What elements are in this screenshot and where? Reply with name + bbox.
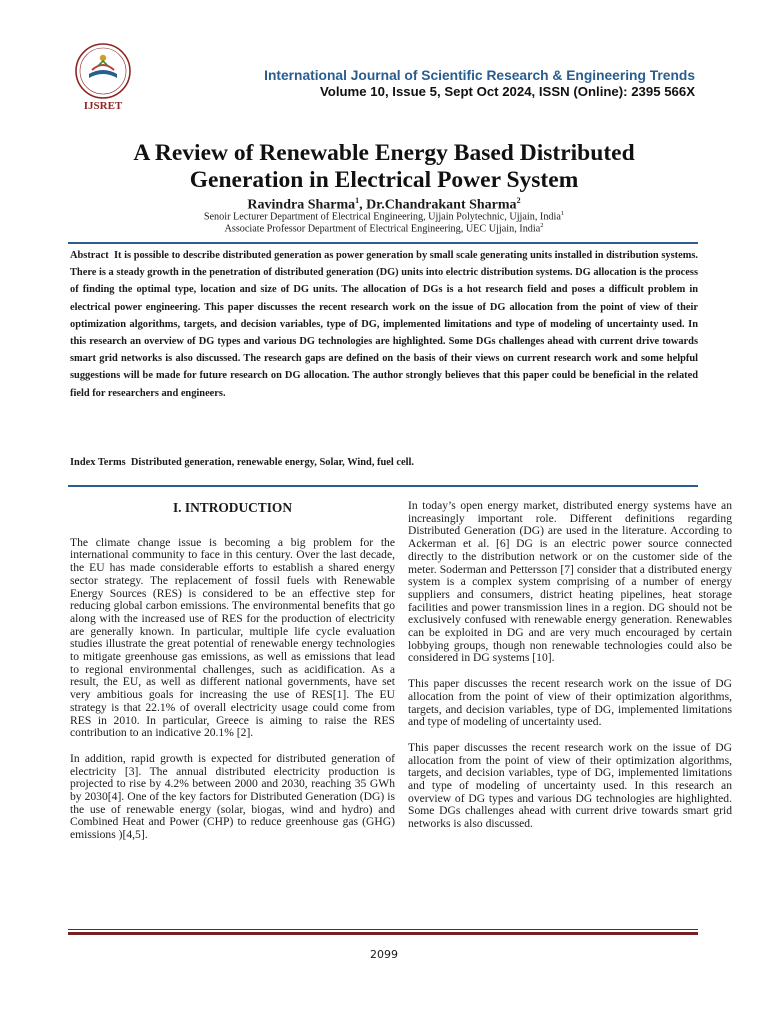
author-sup: 1 <box>355 196 360 205</box>
affiliation-sup: 2 <box>540 222 544 229</box>
section-heading: I. INTRODUCTION <box>172 500 293 515</box>
body-paragraph: This paper discusses the recent research work on the issue of DG allocation from the point of view of their optimization algorithms, targets, and decision variables, type of DG, implemented limitations and type of modeling of uncertainty used. In this research an overview of DG types and various DG technologies are highlighted. Some DGs challenges ahead with current drive towards smart grid networks is also discussed. <box>408 740 732 831</box>
divider <box>68 485 698 487</box>
abstract-label: Abstract <box>70 250 109 261</box>
footer-rule-thin <box>68 929 698 930</box>
paper-title <box>60 140 708 194</box>
index-terms-label: Index Terms <box>70 457 126 468</box>
left-column <box>70 498 395 855</box>
journal-header <box>0 0 768 120</box>
journal-logo <box>70 40 136 112</box>
right-column <box>408 500 732 844</box>
author-sup: 2 <box>516 196 521 205</box>
journal-volume: Volume 10, Issue 5, Sept Oct 2024, ISSN (Online): 2395 566X <box>319 84 695 99</box>
paper-title-line-2: Generation in Electrical Power System <box>189 167 579 193</box>
journal-name: International Journal of Scientific Research & Engineering Trends <box>264 68 695 83</box>
body-paragraph: This paper discusses the recent research work on the issue of DG allocation from the point of view of their optimization algorithms, targets, and decision variables, type of DG, implemented limitations and type of modeling of uncertainty used. <box>408 677 732 729</box>
logo-text: IJSRET <box>83 100 123 112</box>
affiliation-text: Associate Professor Department of Electrical Engineering, UEC Ujjain, India <box>224 223 541 235</box>
abstract <box>70 247 698 402</box>
footer-rule <box>68 929 698 935</box>
affiliation-2 <box>60 220 708 235</box>
abstract-text: It is possible to describe distributed generation as power generation by small scale generating units installed in distribution systems. There is a steady growth in the penetration of distributed generation (DG) units into electric distribution systems. DG allocation is the process of finding the optimal type, location and size of DG units. The allocation of DGs is a hot research field and poses a difficult problem in electrical power engineering. This paper discusses the recent research work on the issue of DG allocation from the point of view of their optimization algorithms, targets, and decision variables, type of DG, implemented limitations and type of modeling of uncertainty used. In this research an overview of DG types and various DG technologies are highlighted. Some DGs challenges ahead with current drive towards smart grid networks is also discussed. The research gaps are defined on the basis of their views on current research work and some helpful suggestions will be made for future research on DG allocation. The author strongly believes that this paper could be beneficial in the related field for researchers and engineers. <box>70 250 698 399</box>
body-paragraph: In today’s open energy market, distributed energy systems have an increasingly important role. Different definitions regarding Distributed Generation (DG) are used in the literature. According to Ackerman et al. [6] DG is an electric power source connected directly to the distribution network or on the customer side of the meter. Soderman and Pettersson [7] consider that a distributed energy system is a complex system comprising of a number of energy suppliers and consumers, district heating pipelines, heat storage facilities and power transmission lines in a region. DG should not be exclusively confused with renewable energy generation. Renewables can be exploited in DG and are very much encouraged by certain lobbying groups, though non renewable technologies could also be considered in DG systems [10]. <box>408 499 732 665</box>
body-paragraph: The climate change issue is becoming a big problem for the international community to face in this century. Over the last decade, the EU has made considerable efforts to establish a shared energy sector strategy. The replacement of fossil fuels with Renewable Energy Sources (RES) is considered to be an effective step for reducing global carbon emissions. The environmental benefits that go along with the increased use of RES for the production of electricity are generally known. In particular, multiple life cycle evaluation studies illustrate the great potential of renewable energy technologies to mitigate greenhouse gas emissions, as well as emissions that lead to regional environmental challenges, such as acidification. As a result, the EU, as well as different national governments, have set very ambitious goals for increasing the use of RES[1]. The EU strategy is that 22.1% of overall electricity usage could come from RES in 2010. In particular, Greece is aiming to raise the RES contribution to an indicative 20.1% [2]. <box>70 535 395 740</box>
index-terms-text: Distributed generation, renewable energy, Solar, Wind, fuel cell. <box>130 457 414 468</box>
affiliation-sup: 1 <box>560 210 565 217</box>
author-separator: , <box>359 197 367 213</box>
footer-rule-thick <box>68 932 698 935</box>
author-name: Ravindra Sharma <box>247 197 356 213</box>
page-number: 2099 <box>370 948 398 961</box>
affiliation-text: Senoir Lecturer Department of Electrical Engineering, Ujjain Polytechnic, Ujjain, India <box>203 211 561 223</box>
paper-title-line-1: A Review of Renewable Energy Based Distributed <box>133 140 635 166</box>
body-paragraph: In addition, rapid growth is expected for distributed generation of electricity [3]. The annual distributed electricity production is projected to rise by 4.2% between 2000 and 2030, reaching 35 GWh by 2030[4]. One of the key factors for Distributed Generation (DG) is the use of renewable energy (solar, biogas, wind and hydro) and Combined Heat and Power (CHP) to reduce greenhouse gas (GHG) emissions )[4,5]. <box>70 751 395 842</box>
divider <box>68 242 698 244</box>
index-terms <box>70 456 698 470</box>
author-name: Dr.Chandrakant Sharma <box>366 197 517 213</box>
